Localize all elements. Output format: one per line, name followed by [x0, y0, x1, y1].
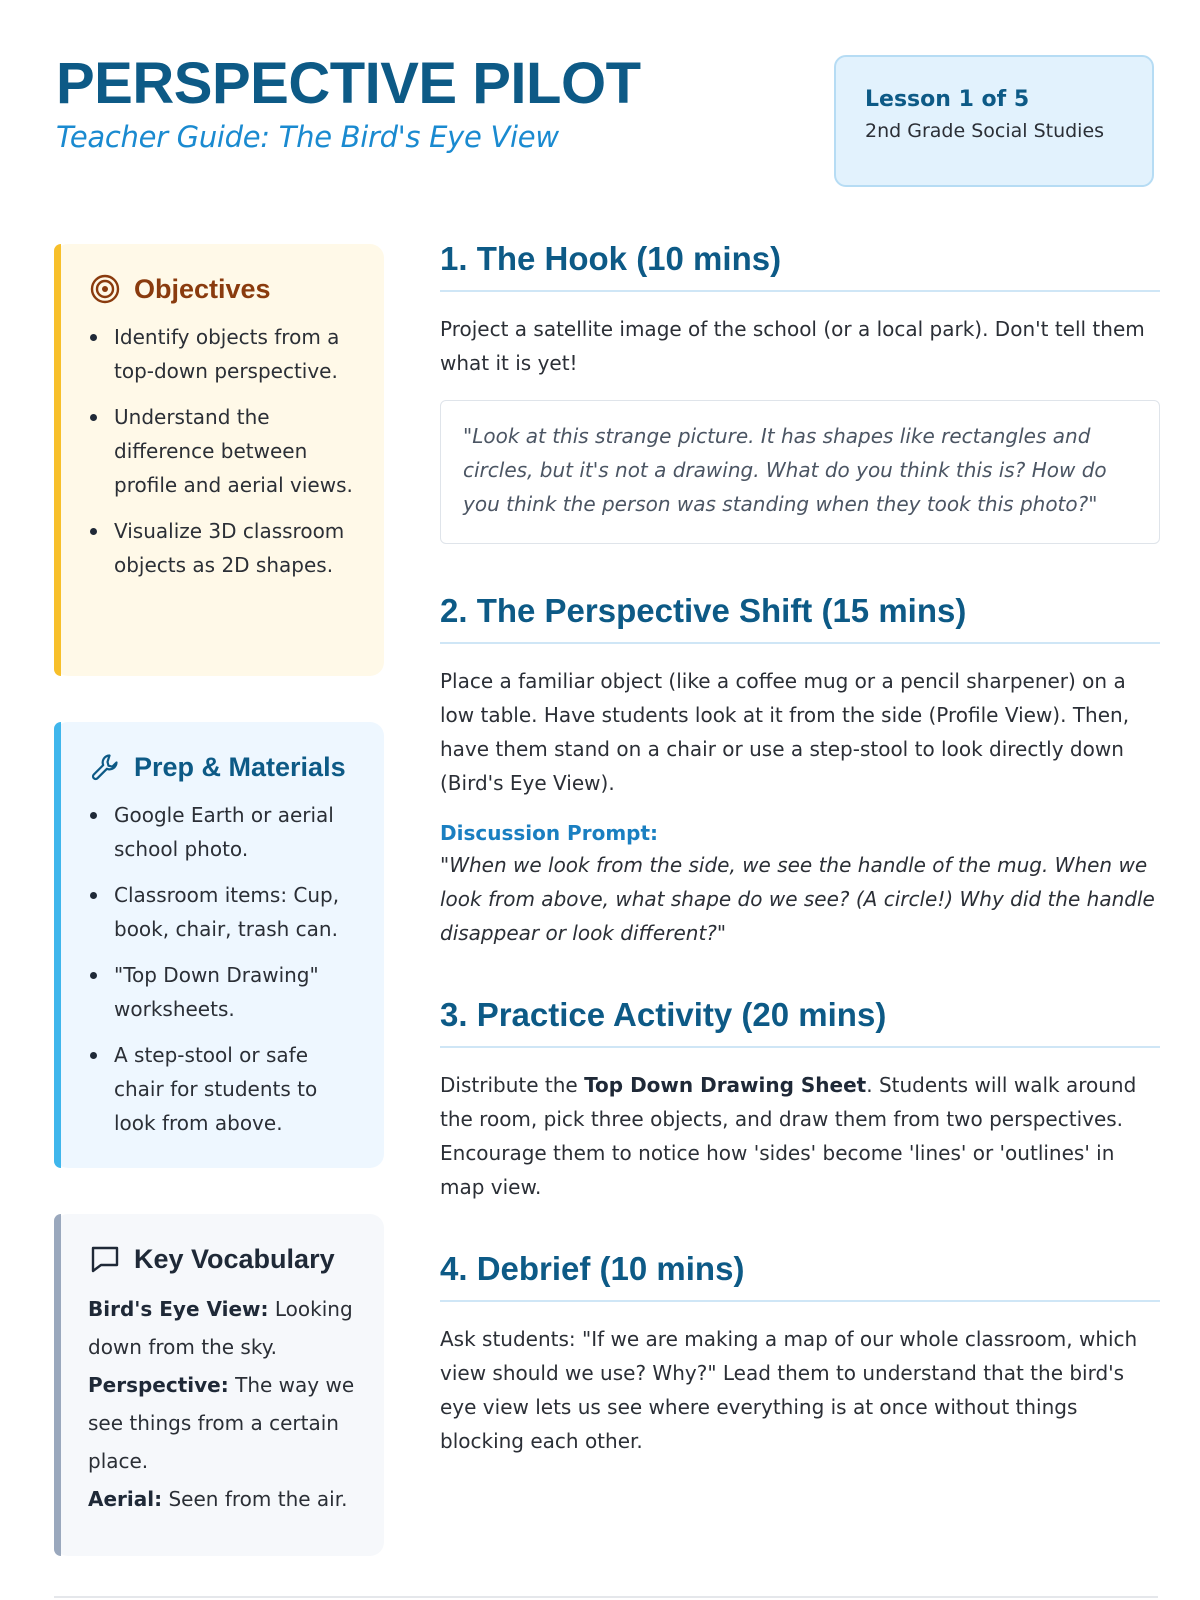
vocab-entry — [88, 1290, 364, 1366]
lesson-number: Lesson 1 of 5 — [865, 87, 1030, 112]
page-subtitle: Teacher Guide: The Bird's Eye View — [56, 120, 559, 154]
section-body: Project a satellite image of the school (or a local park). Don't tell them what it is yet! — [440, 317, 1145, 375]
section-title: 3. Practice Activity (20 mins) — [440, 996, 1160, 1048]
lesson-info-box — [834, 55, 1154, 187]
target-icon — [88, 272, 122, 306]
objectives-list — [88, 320, 364, 582]
objectives-card — [54, 244, 384, 676]
vocab-header — [88, 1242, 364, 1276]
vocab-definition: The way we see things from a certain place. — [88, 1373, 355, 1473]
list-item: A step-stool or safe chair for students to look from above. — [88, 1038, 364, 1140]
prep-title: Prep & Materials — [134, 751, 346, 782]
body-text: Distribute the — [440, 1073, 585, 1097]
vocab-definition: Looking down from the sky. — [88, 1297, 353, 1359]
objectives-header — [88, 272, 364, 306]
vocab-entry — [88, 1366, 364, 1480]
list-item: Google Earth or aerial school photo. — [88, 798, 364, 866]
section-body: Ask students: "If we are making a map of our whole classroom, which view should we use? Why?" Lead them to understand that the bird's eye view lets us see where everything is at once without things blocking each other. — [440, 1327, 1138, 1453]
vocab-term: Bird's Eye View: — [88, 1297, 269, 1321]
list-item: Visualize 3D classroom objects as 2D shapes. — [88, 514, 364, 582]
section-practice-activity — [440, 996, 1160, 1204]
discussion-prompt-text: "When we look from the side, we see the handle of the mug. When we look from above, what shape do we see? (A circle!) Why did the handle disappear or look different?" — [440, 853, 1155, 945]
footer-divider — [54, 1596, 1158, 1598]
prep-materials-card — [54, 722, 384, 1168]
list-item: Identify objects from a top-down perspective. — [88, 320, 364, 388]
grade-subject: 2nd Grade Social Studies — [865, 120, 1105, 142]
prep-list — [88, 798, 364, 1140]
section-debrief — [440, 1250, 1160, 1458]
vocabulary-card — [54, 1214, 384, 1556]
page-header — [56, 52, 1156, 192]
list-item: "Top Down Drawing" worksheets. — [88, 958, 364, 1026]
objectives-title: Objectives — [134, 273, 271, 304]
speech-bubble-icon — [88, 1242, 122, 1276]
lesson-main-content — [440, 240, 1160, 1458]
vocab-term: Aerial: — [88, 1487, 163, 1511]
section-perspective-shift — [440, 592, 1160, 950]
prep-header — [88, 750, 364, 784]
teacher-script-quote: "Look at this strange picture. It has shapes like rectangles and circles, but it's not a drawing. What do you think this is? How do you think the person was standing when they took this photo?" — [440, 400, 1160, 544]
page-title: PERSPECTIVE PILOT — [56, 51, 641, 116]
worksheet-name: Top Down Drawing Sheet — [584, 1073, 867, 1097]
discussion-prompt-label: Discussion Prompt: — [440, 821, 659, 845]
vocab-title: Key Vocabulary — [134, 1243, 335, 1274]
vocab-definition: Seen from the air. — [162, 1487, 348, 1511]
wrench-icon — [88, 750, 122, 784]
vocab-entry — [88, 1480, 364, 1518]
section-title: 4. Debrief (10 mins) — [440, 1250, 1160, 1302]
body-text: . Students will walk around the room, pick three objects, and draw them from two perspectives. Encourage them to notice how 'sides' become 'lines' or 'outlines' in map view. — [440, 1073, 1137, 1199]
section-body: Place a familiar object (like a coffee mug or a pencil sharpener) on a low table. Have students look at it from the side (Profile View). Then, have them stand on a chair or use a step-stool to look directly down (Bird's Eye View). — [440, 669, 1130, 795]
list-item: Classroom items: Cup, book, chair, trash can. — [88, 878, 364, 946]
section-title: 1. The Hook (10 mins) — [440, 240, 1160, 292]
section-body — [440, 1068, 1160, 1204]
vocab-term: Perspective: — [88, 1373, 229, 1397]
list-item: Understand the difference between profile and aerial views. — [88, 400, 364, 502]
section-hook — [440, 240, 1160, 544]
section-title: 2. The Perspective Shift (15 mins) — [440, 592, 1160, 644]
